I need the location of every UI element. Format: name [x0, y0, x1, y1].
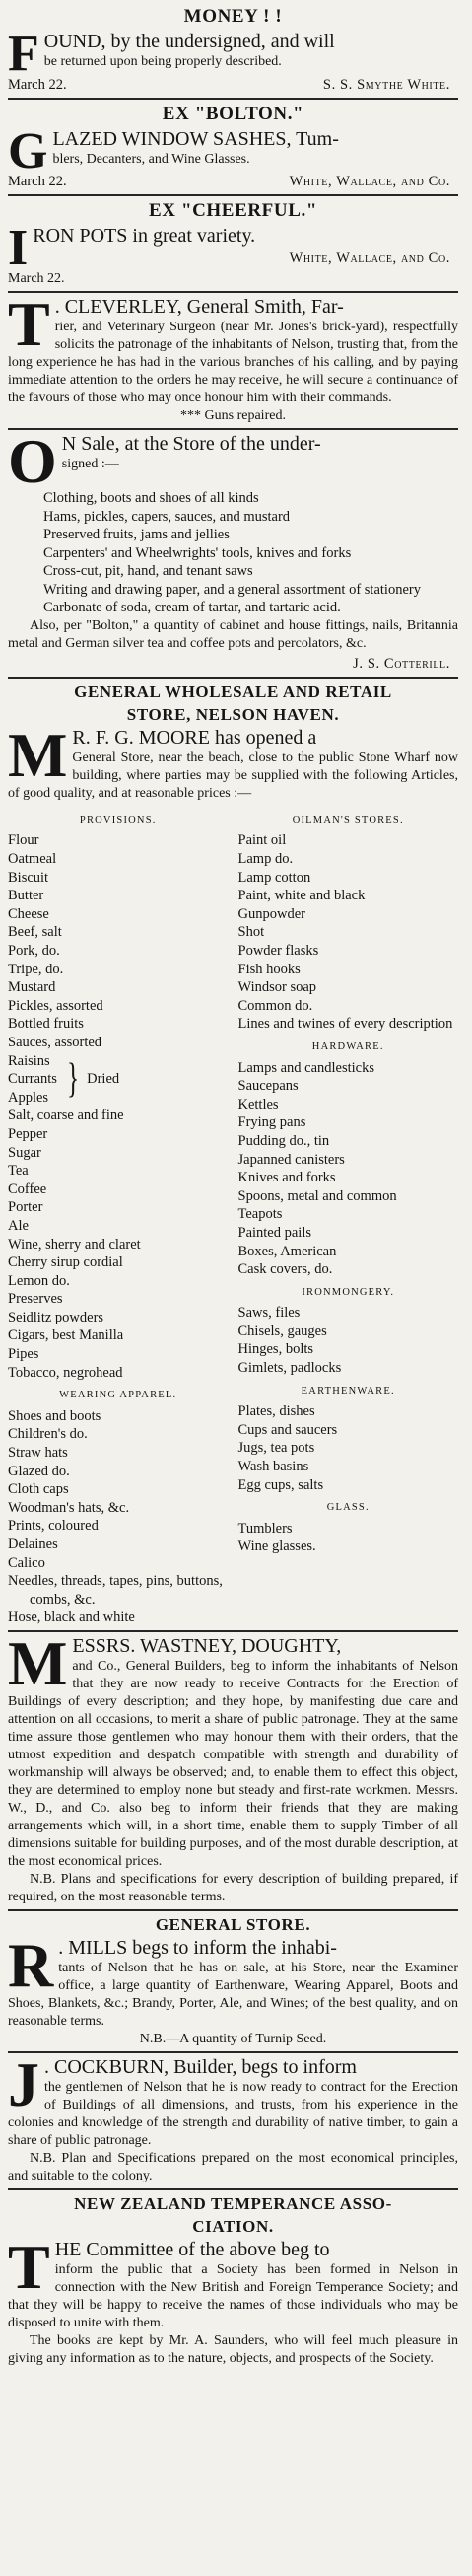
temperance-body: inform the public that a Society has been formed in Nelson in connection with the New British and Foreign Temperance Society; and that they will be happy to receive the names of those individuals who may be disposed to unite with them.: [8, 2261, 458, 2330]
divider: [8, 677, 458, 679]
list-item: Straw hats: [8, 1445, 68, 1462]
list-item: Pipes: [8, 1346, 39, 1363]
list-item: Japanned canisters: [237, 1151, 345, 1168]
list-item: Woodman's hats, &c.: [8, 1499, 130, 1516]
list-item: Saucepans: [237, 1078, 299, 1095]
list-item: Lemon do.: [8, 1272, 70, 1289]
glass-title: GLASS.: [326, 1502, 370, 1514]
wastney-first-line: ESSRS. WASTNEY, DOUGHTY,: [72, 1634, 342, 1657]
mills-heading: GENERAL STORE.: [155, 1914, 311, 1934]
list-item: Oatmeal: [8, 851, 57, 868]
mills-first-line: . MILLS begs to inform the inhabi-: [58, 1936, 337, 1959]
moore-body: General Store, near the beach, close to the public Stone Wharf now building, where parties may be supplied with the following Articles, of good quality, and at reasonable prices :—: [8, 750, 458, 801]
mills-nb: N.B.—A quantity of Turnip Seed.: [139, 2031, 327, 2046]
list-item: Tobacco, negrohead: [8, 1364, 123, 1381]
apparel-title: WEARING APPAREL.: [59, 1390, 177, 1401]
moore-right-column: [238, 807, 459, 1627]
list-item: Cups and saucers: [237, 1421, 338, 1438]
list-item: Biscuit: [8, 869, 49, 886]
moore-item-columns: [8, 807, 458, 1627]
cheerful-heading: EX "CHEERFUL.": [149, 200, 317, 222]
cotterill-also: Also, per "Bolton," a quantity of cabinet and house fittings, nails, Britannia metal and German silver tea and coffee pots and percolators, &c.: [8, 617, 458, 651]
list-item: Butter: [8, 888, 44, 904]
list-item: Pepper: [8, 1125, 48, 1142]
list-item: Bottled fruits: [8, 1016, 84, 1033]
list-item: Cheese: [8, 905, 49, 922]
divider: [8, 1630, 458, 1632]
brace-symbol: }: [66, 1056, 80, 1103]
divider: [8, 2188, 458, 2190]
list-item: Apples: [8, 1089, 49, 1106]
list-item: Jugs, tea pots: [237, 1440, 315, 1457]
wastney-advertisement: [8, 1627, 458, 1906]
list-item: Preserved fruits, jams and jellies: [43, 527, 230, 543]
cleverley-first-line: . CLEVERLEY, General Smith, Far-: [54, 295, 344, 318]
list-item: Calico: [8, 1554, 45, 1571]
list-item: Teapots: [237, 1206, 283, 1223]
cotterill-advertisement: [8, 425, 458, 674]
list-item: Pickles, assorted: [8, 997, 103, 1014]
bolton-advertisement: [8, 102, 458, 192]
list-item: Flour: [8, 832, 39, 849]
divider: [8, 194, 458, 196]
cleverley-note: *** Guns repaired.: [180, 407, 286, 423]
list-item: Children's do.: [8, 1426, 88, 1443]
list-item: Tripe, do.: [8, 961, 64, 977]
dried-fruit-group: [8, 1052, 229, 1108]
list-item: Boxes, American: [237, 1243, 337, 1259]
list-item: Beef, salt: [8, 924, 62, 941]
list-item: Windsor soap: [237, 979, 317, 996]
list-item: Clothing, boots and shoes of all kinds: [43, 490, 259, 507]
list-item: Carbonate of soda, cream of tartar, and tartaric acid.: [43, 600, 341, 616]
oilmans-title: OILMAN'S STORES.: [292, 814, 404, 825]
list-item: Egg cups, salts: [237, 1476, 324, 1493]
list-item: Sugar: [8, 1144, 41, 1161]
wastney-dropcap: M: [8, 1627, 68, 1698]
list-item: Salt, coarse and fine: [8, 1108, 124, 1124]
temperance-advertisement: [8, 2192, 458, 2368]
list-item: Shoes and boots: [8, 1407, 101, 1424]
cheerful-first-line: RON POTS in great variety.: [33, 225, 256, 248]
list-item: Kettles: [237, 1096, 279, 1112]
list-item: Needles, threads, tapes, pins, buttons, combs, &c.: [8, 1573, 223, 1608]
money-signature: S. S. Smythe White.: [322, 76, 450, 93]
divider: [8, 428, 458, 430]
list-item: Writing and drawing paper, and a general assortment of stationery: [43, 581, 421, 598]
cheerful-signature: White, Wallace, and Co.: [289, 250, 450, 267]
list-item: Fish hooks: [237, 961, 301, 977]
list-item: Ale: [8, 1217, 29, 1234]
list-item: Hinges, bolts: [237, 1341, 314, 1358]
cleverley-advertisement: [8, 288, 458, 425]
list-item: Seidlitz powders: [8, 1309, 104, 1325]
list-item: Chisels, gauges: [237, 1323, 327, 1339]
dried-label: Dried: [87, 1071, 120, 1088]
list-item: Tea: [8, 1163, 29, 1180]
list-item: Lamp do.: [237, 851, 294, 868]
moore-left-column: [8, 807, 229, 1627]
moore-advertisement: [8, 680, 458, 1627]
list-item: Pudding do., tin: [237, 1132, 330, 1149]
wastney-nb: N.B. Plans and specifications for every description of building prepared, if required, on the most reasonable terms.: [8, 1871, 458, 1904]
list-item: Porter: [8, 1199, 43, 1216]
bolton-dropcap: G: [8, 122, 48, 179]
list-item: Hams, pickles, capers, sauces, and mustard: [43, 508, 291, 525]
mills-body: tants of Nelson that he has on sale, at his Store, near the Examiner office, a large quantity of Earthenware, Wearing Apparel, Boots and Shoes, Blankets, &c.; Brandy, Porter, Ale, and Wines; of the best quality, and on reasonable terms.: [8, 1960, 458, 2029]
divider: [8, 291, 458, 293]
list-item: Pork, do.: [8, 943, 60, 959]
list-item: Paint oil: [237, 832, 287, 849]
cleverley-dropcap: T: [8, 288, 50, 359]
list-item: Raisins: [8, 1052, 50, 1069]
cockburn-advertisement: [8, 2048, 458, 2185]
cockburn-dropcap: J: [8, 2048, 39, 2119]
list-item: Gunpowder: [237, 905, 305, 922]
moore-dropcap: M: [8, 719, 68, 790]
temperance-heading-line2: CIATION.: [192, 2216, 274, 2236]
list-item: Paint, white and black: [237, 888, 366, 904]
cheerful-date: March 22.: [8, 270, 65, 286]
list-item: Glazed do.: [8, 1463, 70, 1479]
bolton-date: March 22.: [8, 174, 67, 190]
money-dropcap: F: [8, 26, 39, 82]
money-advertisement: [8, 4, 458, 95]
bolton-body: blers, Decanters, and Wine Glasses.: [52, 151, 250, 167]
hardware-title: HARDWARE.: [311, 1040, 384, 1052]
list-item: Spoons, metal and common: [237, 1187, 397, 1204]
list-item: Hose, black and white: [8, 1610, 135, 1626]
list-item: Mustard: [8, 979, 56, 996]
list-item: Shot: [237, 924, 265, 941]
bolton-first-line: LAZED WINDOW SASHES, Tum-: [52, 127, 339, 150]
list-item: Frying pans: [237, 1114, 306, 1131]
cheerful-advertisement: [8, 198, 458, 288]
temperance-first-line: HE Committee of the above beg to: [54, 2238, 330, 2260]
temperance-note: The books are kept by Mr. A. Saunders, who will feel much pleasure in giving any information as to the nature, objects, and prospects of the Society.: [8, 2332, 458, 2366]
divider: [8, 2051, 458, 2053]
list-item: Delaines: [8, 1537, 58, 1552]
cleverley-body: rier, and Veterinary Surgeon (near Mr. Jones's brick-yard), respectfully solicits the patronage of the inhabitants of Nelson, trusting that, from the long experience he has had in the various branches of his calling, and by paying immediate attention to the orders he may receive, he will secure a continuance of the favours of those who may once honour him with their commands.: [8, 319, 458, 405]
list-item: Preserves: [8, 1291, 63, 1308]
moore-heading-line2: STORE, NELSON HAVEN.: [126, 704, 340, 724]
cockburn-nb: N.B. Plan and Specifications prepared on the most economical principles, and suitable to the colony.: [8, 2150, 458, 2183]
list-item: Prints, coloured: [8, 1518, 99, 1535]
money-date: March 22.: [8, 76, 67, 93]
list-item: Lines and twines of every description: [237, 1016, 453, 1033]
ironmongery-title: IRONMONGERY.: [302, 1286, 395, 1298]
list-item: Lamp cotton: [237, 869, 311, 886]
list-item: Coffee: [8, 1181, 47, 1197]
money-body: be returned upon being properly described.: [43, 54, 282, 69]
list-item: Wine glasses.: [237, 1538, 316, 1555]
list-item: Sauces, assorted: [8, 1034, 102, 1050]
list-item: Cross-cut, pit, hand, and tenant saws: [43, 563, 253, 580]
list-item: Gimlets, padlocks: [237, 1360, 342, 1377]
temperance-dropcap: T: [8, 2231, 50, 2302]
list-item: Cloth caps: [8, 1481, 69, 1498]
cheerful-dropcap: I: [8, 220, 29, 277]
money-first-line: OUND, by the undersigned, and will: [43, 31, 335, 52]
list-item: Tumblers: [237, 1520, 293, 1537]
list-item: Wine, sherry and claret: [8, 1236, 141, 1252]
divider: [8, 98, 458, 100]
money-heading: MONEY ! !: [183, 6, 283, 27]
earthenware-title: EARTHENWARE.: [301, 1385, 395, 1396]
divider: [8, 1909, 458, 1911]
list-item: Currants: [8, 1071, 57, 1088]
list-item: Cigars, best Manilla: [8, 1327, 124, 1344]
list-item: Lamps and candlesticks: [237, 1059, 375, 1076]
list-item: Carpenters' and Wheelwrights' tools, knives and forks: [43, 544, 352, 561]
moore-heading-line1: GENERAL WHOLESALE AND RETAIL: [74, 681, 392, 701]
list-item: Saws, files: [237, 1305, 301, 1322]
list-item: Cherry sirup cordial: [8, 1254, 123, 1271]
list-item: Knives and forks: [237, 1170, 336, 1186]
mills-dropcap: R: [8, 1929, 54, 2000]
list-item: Common do.: [237, 997, 313, 1014]
provisions-title: PROVISIONS.: [79, 814, 157, 825]
cotterill-first-line: N Sale, at the Store of the under-: [61, 432, 321, 455]
cockburn-body: the gentlemen of Nelson that he is now ready to contract for the Erection of Buildings of all dimensions, and trusts, from his experience in the colonies and knowledge of the strength and durability of native timber, to gain a share of public patronage.: [8, 2079, 458, 2148]
cockburn-first-line: . COCKBURN, Builder, begs to inform: [44, 2055, 357, 2078]
cotterill-intro: signed :—: [61, 456, 119, 471]
list-item: Wash basins: [237, 1459, 309, 1475]
list-item: Cask covers, do.: [237, 1261, 333, 1278]
moore-first-line: R. F. G. MOORE has opened a: [72, 726, 317, 749]
cotterill-dropcap: O: [8, 425, 57, 496]
list-item: Painted pails: [237, 1224, 312, 1241]
mills-advertisement: [8, 1913, 458, 2048]
list-item: Powder flasks: [237, 943, 319, 959]
cotterill-signature: J. S. Cotterill.: [353, 655, 450, 672]
bolton-heading: EX "BOLTON.": [162, 103, 304, 124]
list-item: Plates, dishes: [237, 1403, 315, 1420]
bolton-signature: White, Wallace, and Co.: [289, 174, 450, 190]
wastney-body: and Co., General Builders, beg to inform the inhabitants of Nelson that they are now ready to receive Contracts for the Erection of Buildings of every description; and they hope, by manifesting due care and attention on all occasions, to merit a share of public patronage. They at the same time assure those gentlemen who may honour them with their orders, that the utmost expedition and despatch compatible with strength and durability of workmanship will always be observed; and, to enable them to effect this object, they are determined to employ none but steady and first-rate workmen. Messrs. W., D., and Co. also beg to inform their friends that they are making arrangements which will, in a short time, enable them to supply Timber of all dimensions suitable for building purposes, and of the most durable description, at the most economical prices.: [8, 1658, 458, 1869]
temperance-heading-line1: NEW ZEALAND TEMPERANCE ASSO-: [74, 2193, 392, 2213]
